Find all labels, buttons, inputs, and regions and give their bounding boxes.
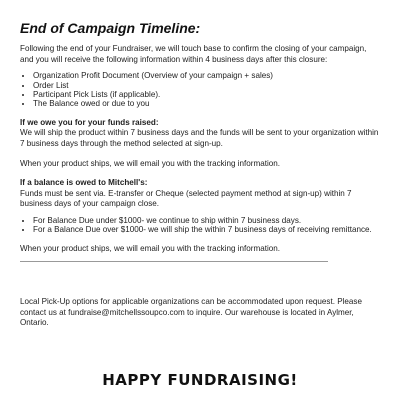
timeline-section	[20, 20, 382, 262]
list-item: • For Balance Due under $1000- we continue to ship within 7 business days.	[33, 216, 382, 225]
page-title: End of Campaign Timeline:	[20, 20, 201, 36]
list-item: • For a Balance Due over $1000- we will ship the within 7 business days of receiving remittance.	[33, 225, 382, 234]
intro-paragraph: Following the end of your Fundraiser, we will touch base to confirm the closing of your campaign, and you will receive the following information within 4 business days after this closure:	[20, 44, 367, 64]
footer-slogan: HAPPY FUNDRAISING!	[102, 371, 298, 389]
divider	[20, 261, 328, 262]
list-item: • Organization Profit Document (Overview of your campaign + sales)	[33, 71, 382, 80]
balance-heading: If a balance is owed to Mitchell's:	[20, 178, 148, 188]
tracking-paragraph-1: When your product ships, we will email you with the tracking information.	[20, 158, 281, 168]
list-item: • Order List	[33, 81, 382, 90]
tracking-paragraph-2: When your product ships, we will email you with the tracking information.	[20, 243, 281, 253]
closure-list	[20, 71, 382, 109]
pickup-section	[20, 297, 382, 329]
owe-heading: If we owe you for your funds raised:	[20, 117, 159, 127]
balance-list	[20, 216, 382, 235]
list-item: • Participant Pick Lists (if applicable).	[33, 90, 382, 99]
pickup-paragraph: Local Pick-Up options for applicable organizations can be accommodated upon request. Please contact us at fundraise@mitchellssoupco.com to inquire. Our warehouse is located in Aylmer, Ontario.	[20, 297, 362, 328]
list-item: • The Balance owed or due to you	[33, 99, 382, 108]
owe-paragraph: We will ship the product within 7 business days and the funds will be sent to your organization within 7 business days through the method selected at sign-up.	[20, 128, 379, 148]
balance-paragraph: Funds must be sent via. E-transfer or Cheque (selected payment method at sign-up) within 7 business days of your campaign close.	[20, 188, 352, 209]
